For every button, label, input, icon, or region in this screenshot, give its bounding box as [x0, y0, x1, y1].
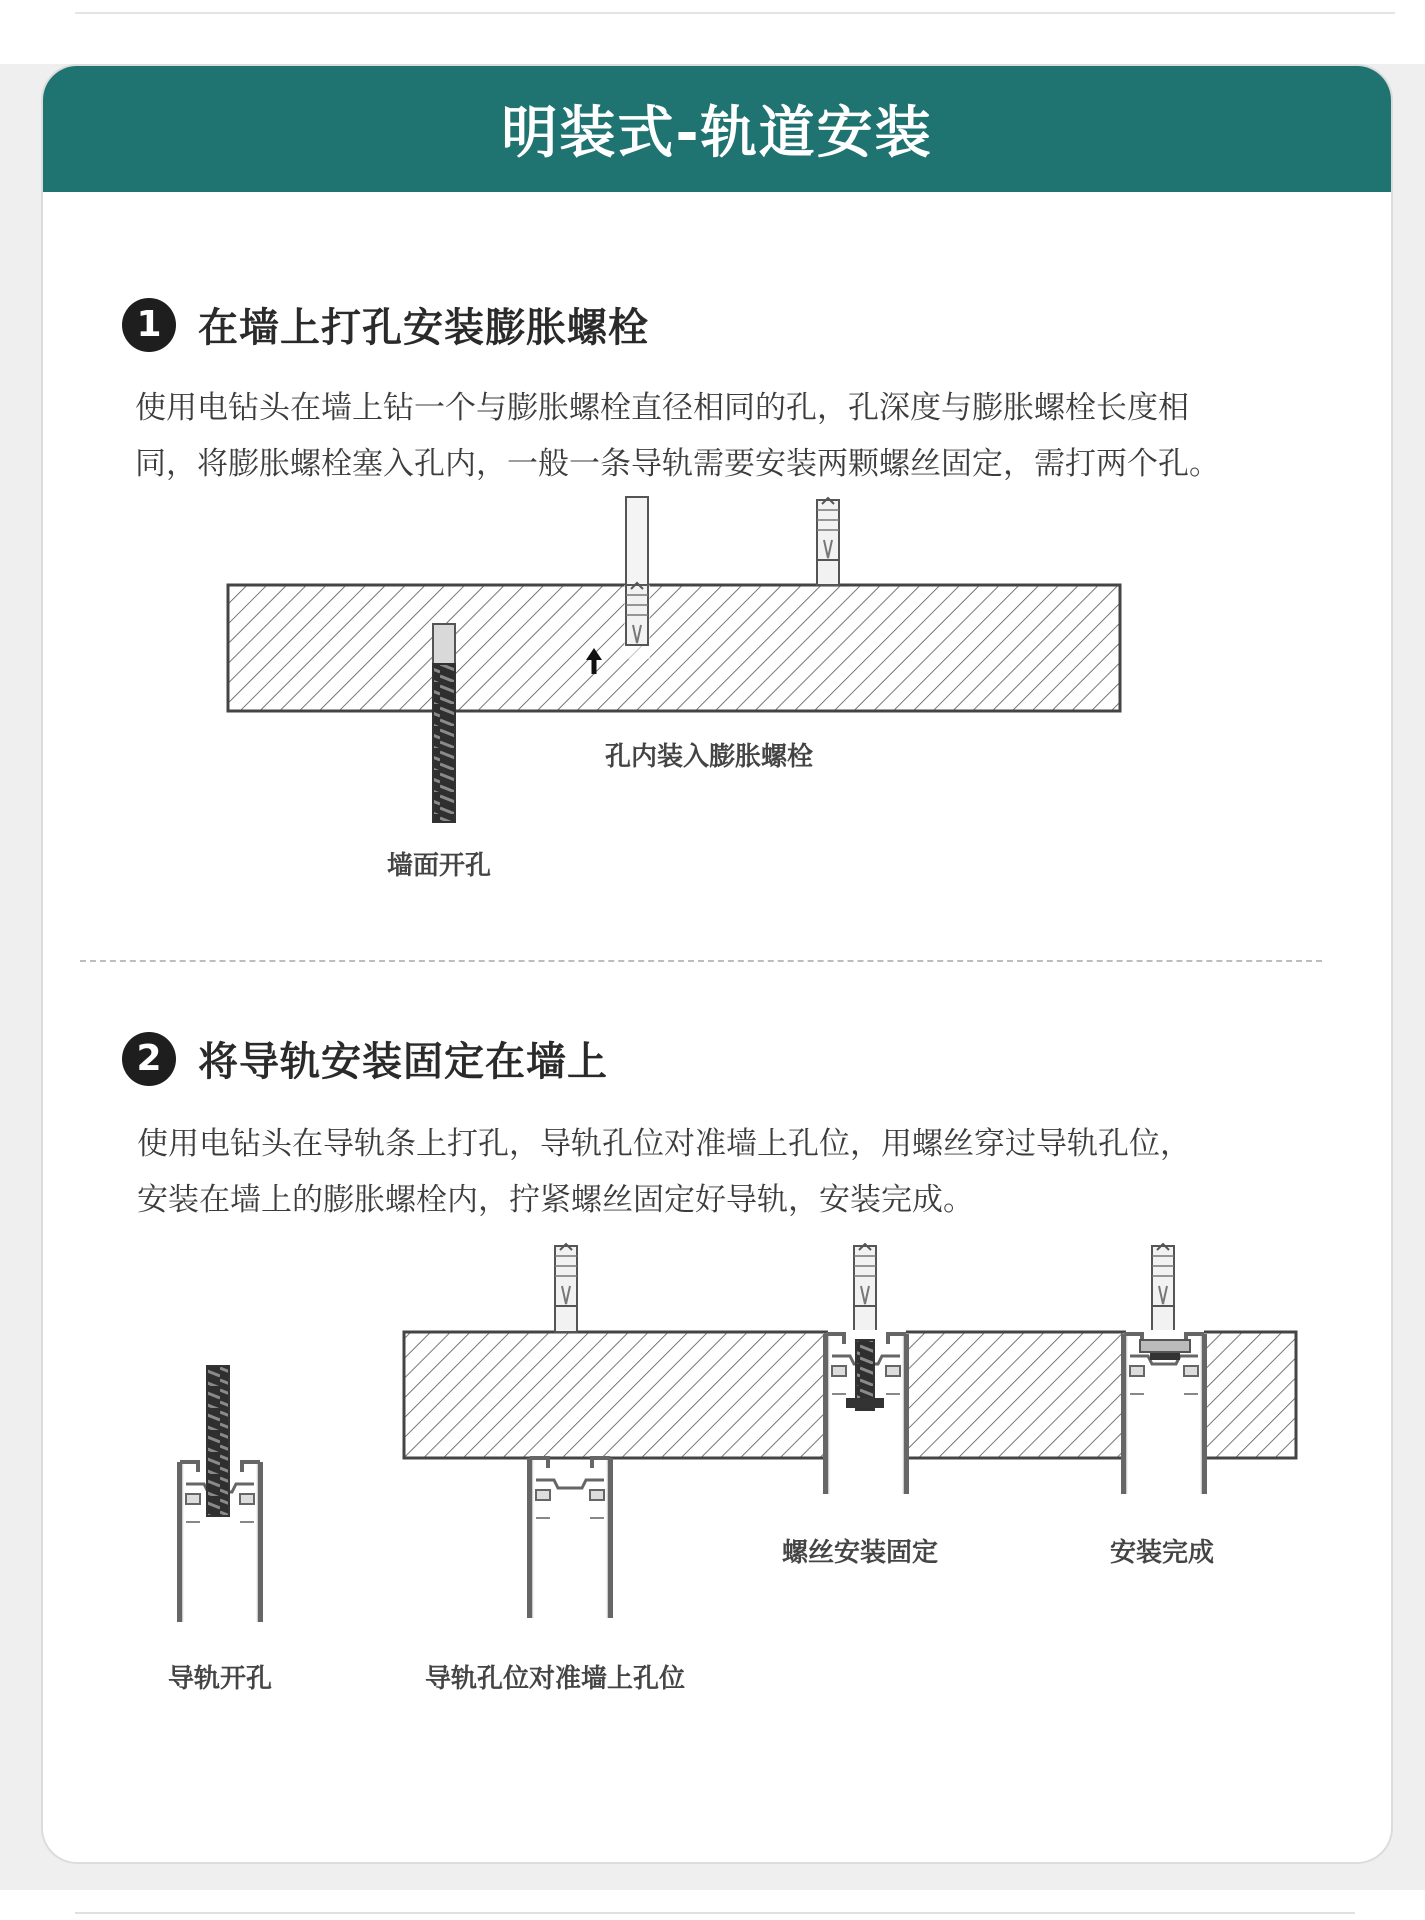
rail-installed-icon	[1124, 1330, 1204, 1494]
step2-title: 将导轨安装固定在墙上	[198, 1039, 608, 1085]
caption-complete: 安装完成	[1110, 1538, 1215, 1568]
wall-anchor-1	[555, 1244, 577, 1332]
anchor-insert-icon	[624, 497, 650, 659]
caption-drill-rail: 导轨开孔	[168, 1664, 273, 1694]
step2-desc-line2: 安装在墙上的膨胀螺栓内，拧紧螺丝固定好导轨，安装完成。	[137, 1182, 974, 1218]
wall-section-1	[228, 585, 1120, 711]
step2-number-badge: 2	[122, 1032, 176, 1086]
caption-drill-wall: 墙面开孔	[387, 851, 492, 881]
anchor-icon	[817, 498, 839, 585]
caption-align-holes: 导轨孔位对准墙上孔位	[425, 1664, 686, 1694]
drill-bit-icon	[433, 624, 455, 822]
rail-align-icon	[530, 1458, 610, 1618]
bottom-divider	[75, 1912, 1355, 1914]
caption-screw-fix: 螺丝安装固定	[782, 1538, 939, 1568]
step1-desc-line1: 使用电钻头在墙上钻一个与膨胀螺栓直径相同的孔，孔深度与膨胀螺栓长度相	[135, 390, 1189, 426]
page-title: 明装式-轨道安装	[43, 66, 1391, 192]
rail-drill-icon	[180, 1366, 260, 1622]
step2-desc-line1: 使用电钻头在导轨条上打孔，导轨孔位对准墙上孔位，用螺丝穿过导轨孔位，	[137, 1126, 1191, 1162]
rail-screw-icon	[826, 1330, 906, 1494]
step1-title: 在墙上打孔安装膨胀螺栓	[198, 305, 649, 351]
bottom-strip	[0, 1890, 1425, 1920]
wall-anchor-2	[854, 1244, 876, 1332]
wall-anchor-3	[1152, 1244, 1174, 1332]
caption-insert-anchor: 孔内装入膨胀螺栓	[605, 742, 814, 772]
step1-desc-line2: 同，将膨胀螺栓塞入孔内，一般一条导轨需要安装两颗螺丝固定，需打两个孔。	[135, 446, 1220, 482]
step1-number-badge: 1	[122, 298, 176, 352]
